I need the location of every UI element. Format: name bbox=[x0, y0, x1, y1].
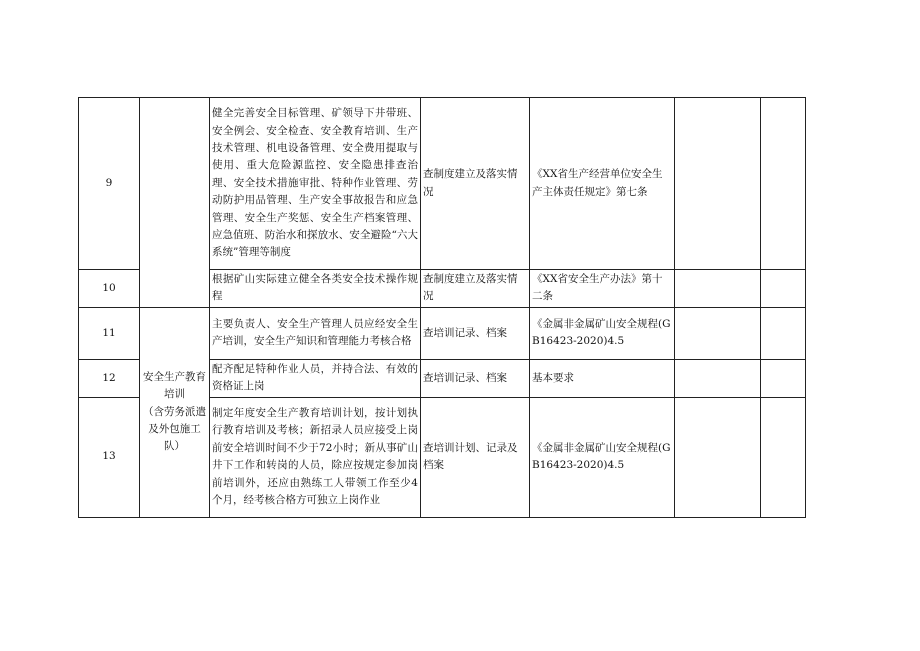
remark-cell bbox=[761, 359, 806, 397]
requirement-cell: 配齐配足特种作业人员，并持合法、有效的资格证上岗 bbox=[210, 359, 421, 397]
table-row bbox=[79, 307, 806, 359]
table-row bbox=[79, 98, 806, 270]
basis-cell: 《金属非金属矿山安全规程(GB16423-2020)4.5 bbox=[530, 397, 675, 517]
result-cell bbox=[675, 359, 761, 397]
remark-cell bbox=[761, 270, 806, 308]
basis-cell: 《XX省生产经营单位安全生产主体责任规定》第七条 bbox=[530, 98, 675, 270]
row-number: 12 bbox=[79, 359, 140, 397]
basis-cell: 《金属非金属矿山安全规程(GB16423-2020)4.5 bbox=[530, 307, 675, 359]
method-cell: 查制度建立及落实情况 bbox=[421, 98, 530, 270]
category-cell-empty bbox=[140, 98, 210, 308]
basis-cell: 《XX省安全生产办法》第十二条 bbox=[530, 270, 675, 308]
requirement-cell: 主要负责人、安全生产管理人员应经安全生产培训，安全生产知识和管理能力考核合格 bbox=[210, 307, 421, 359]
method-cell: 查培训记录、档案 bbox=[421, 307, 530, 359]
requirement-cell: 制定年度安全生产教育培训计划，按计划执行教育培训及考核；新招录人员应接受上岗前安全培训时间不少于72小时；新从事矿山井下工作和转岗的人员，除应按规定参加岗前培训外，还应由熟练工人带领工作至少4个月，经考核合格方可独立上岗作业 bbox=[210, 397, 421, 517]
row-number: 13 bbox=[79, 397, 140, 517]
remark-cell bbox=[761, 307, 806, 359]
inspection-table bbox=[78, 97, 806, 518]
category-cell bbox=[140, 307, 210, 517]
result-cell bbox=[675, 270, 761, 308]
category-subtitle: （含劳务派遣及外包施工队） bbox=[143, 405, 206, 453]
result-cell bbox=[675, 397, 761, 517]
row-number: 9 bbox=[79, 98, 140, 270]
result-cell bbox=[675, 98, 761, 270]
method-cell: 查培训计划、记录及档案 bbox=[421, 397, 530, 517]
basis-cell: 基本要求 bbox=[530, 359, 675, 397]
result-cell bbox=[675, 307, 761, 359]
method-cell: 查培训记录、档案 bbox=[421, 359, 530, 397]
method-cell: 查制度建立及落实情况 bbox=[421, 270, 530, 308]
row-number: 10 bbox=[79, 270, 140, 308]
category-title: 安全生产教育培训 bbox=[143, 370, 206, 401]
requirement-cell: 根据矿山实际建立健全各类安全技术操作规程 bbox=[210, 270, 421, 308]
remark-cell bbox=[761, 98, 806, 270]
requirement-cell: 健全完善安全目标管理、矿领导下井带班、安全例会、安全检查、安全教育培训、生产技术管理、机电设备管理、安全费用提取与使用、重大危险源监控、安全隐患排查治理、安全技术措施审批、特种作业管理、劳动防护用品管理、生产安全事故报告和应急管理、安全生产奖惩、安全生产档案管理、应急值班、防治水和探放水、安全避险“六大系统”管理等制度 bbox=[210, 98, 421, 270]
remark-cell bbox=[761, 397, 806, 517]
row-number: 11 bbox=[79, 307, 140, 359]
